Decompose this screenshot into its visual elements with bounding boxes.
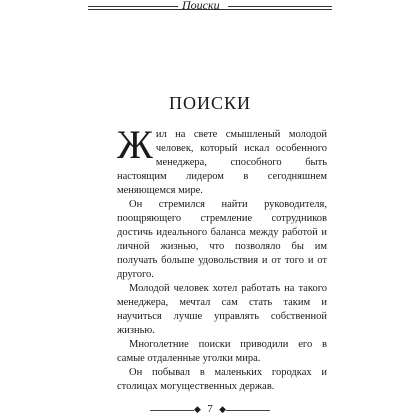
page-number: 7 [207,403,213,415]
footer-ornament-right: ◆ [219,404,226,414]
paragraph-1 [117,122,327,198]
body-text [117,122,327,394]
header-rule-right [228,6,332,7]
header-rule-left [88,6,178,7]
paragraph-3: Молодой человек хотел работать на такого менеджера, мечтал сам стать таким и научиться лучше управлять собственной жизнью. [117,283,327,336]
paragraph-4: Многолетние поиски приводили его в самые отдаленные уголки мира. [117,339,327,364]
drop-cap: Ж [117,122,153,167]
paragraph-5: Он побывал в маленьких городках и столицах могущественных держав. [117,367,327,392]
running-title: Поиски [182,0,220,12]
paragraph-2: Он стремился найти руководителя, поощряющего стремление сотрудников достичь идеального баланса между работой и личной жизнью, что позволяло бы им получать больше удовольствия и от того и от другого. [117,199,327,280]
footer-rule-right [226,410,270,411]
chapter-title: ПОИСКИ [168,93,251,113]
paragraph-1-text: ил на свете смышленый молодой человек, который искал особенного менеджера, способного быть настоящим лидером в сегодняшнем меняющемся мире. [117,129,327,196]
running-header [88,0,332,14]
page-footer [150,403,270,417]
footer-ornament-left: ◆ [194,404,201,414]
